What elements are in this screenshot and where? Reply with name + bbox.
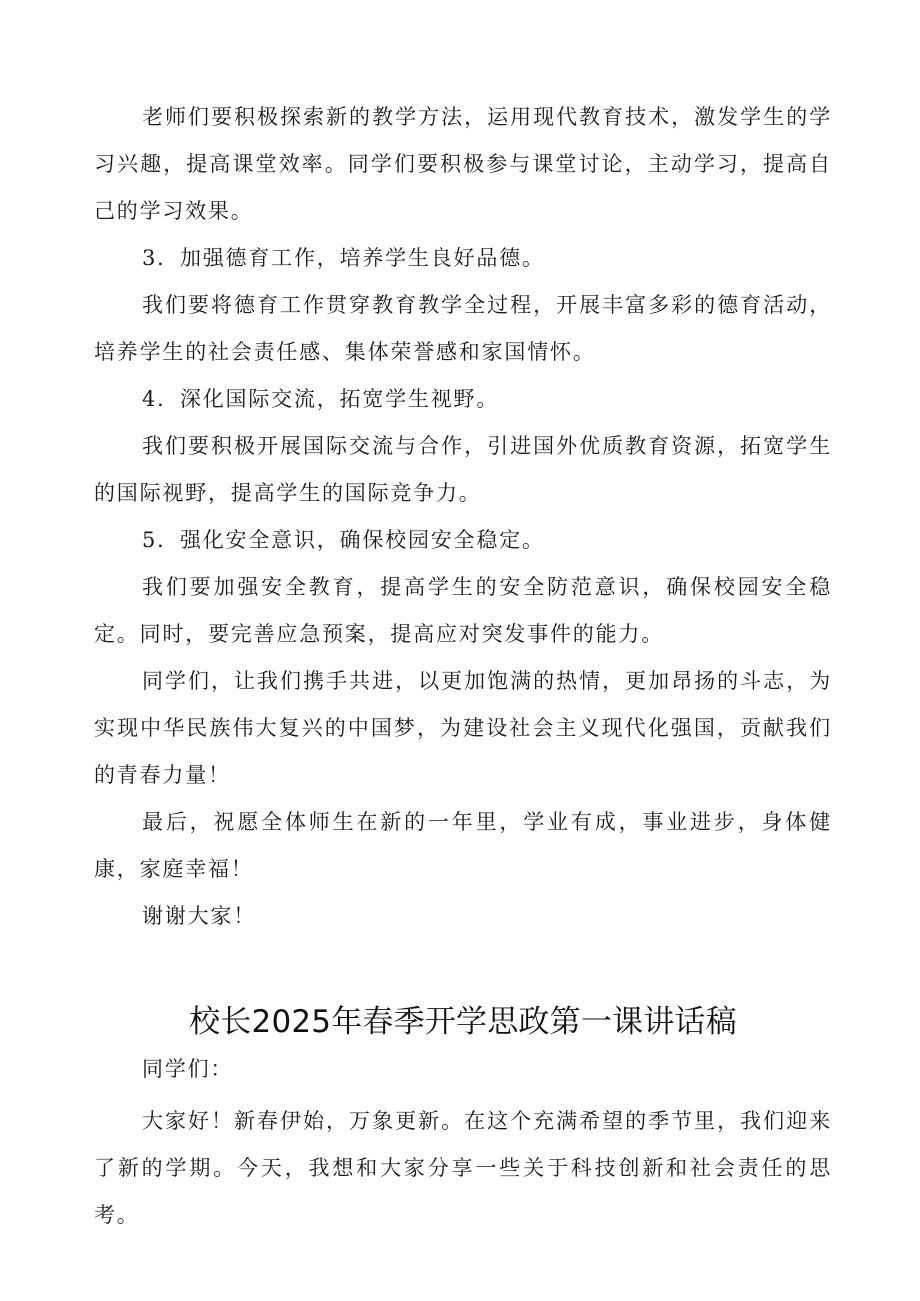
body-paragraph: 大家好！新春伊始，万象更新。在这个充满希望的季节里，我们迎来了新的学期。今天，我想和大家分享一些关于科技创新和社会责任的思考。 — [94, 1109, 832, 1227]
body-paragraph: 最后，祝愿全体师生在新的一年里，学业有成，事业进步，身体健康，家庭幸福！ — [94, 810, 832, 881]
body-paragraph: 同学们，让我们携手共进，以更加饱满的热情，更加昂扬的斗志，为实现中华民族伟大复兴的中国梦，为建设社会主义现代化强国，贡献我们的青春力量！ — [94, 669, 832, 787]
section-heading-5: 5．强化安全意识，确保校园安全稳定。 — [142, 528, 545, 552]
body-paragraph: 我们要积极开展国际交流与合作，引进国外优质教育资源，拓宽学生的国际视野，提高学生的国际竞争力。 — [94, 434, 832, 505]
section-gap — [94, 940, 832, 996]
greeting-line: 同学们： — [142, 1057, 234, 1081]
closing-line: 谢谢大家！ — [142, 904, 256, 928]
document-title: 校长2025年春季开学思政第一课讲话稿 — [189, 1004, 737, 1040]
section-heading-4: 4．深化国际交流，拓宽学生视野。 — [142, 387, 500, 411]
body-paragraph: 我们要将德育工作贯穿教育教学全过程，开展丰富多彩的德育活动，培养学生的社会责任感、集体荣誉感和家国情怀。 — [94, 293, 832, 364]
section-heading-3: 3．加强德育工作，培养学生良好品德。 — [142, 246, 545, 270]
body-paragraph: 老师们要积极探索新的教学方法，运用现代教育技术，激发学生的学习兴趣，提高课堂效率。同学们要积极参与课堂讨论，主动学习，提高自己的学习效果。 — [94, 105, 832, 223]
body-paragraph: 我们要加强安全教育，提高学生的安全防范意识，确保校园安全稳定。同时，要完善应急预案，提高应对突发事件的能力。 — [94, 575, 832, 646]
